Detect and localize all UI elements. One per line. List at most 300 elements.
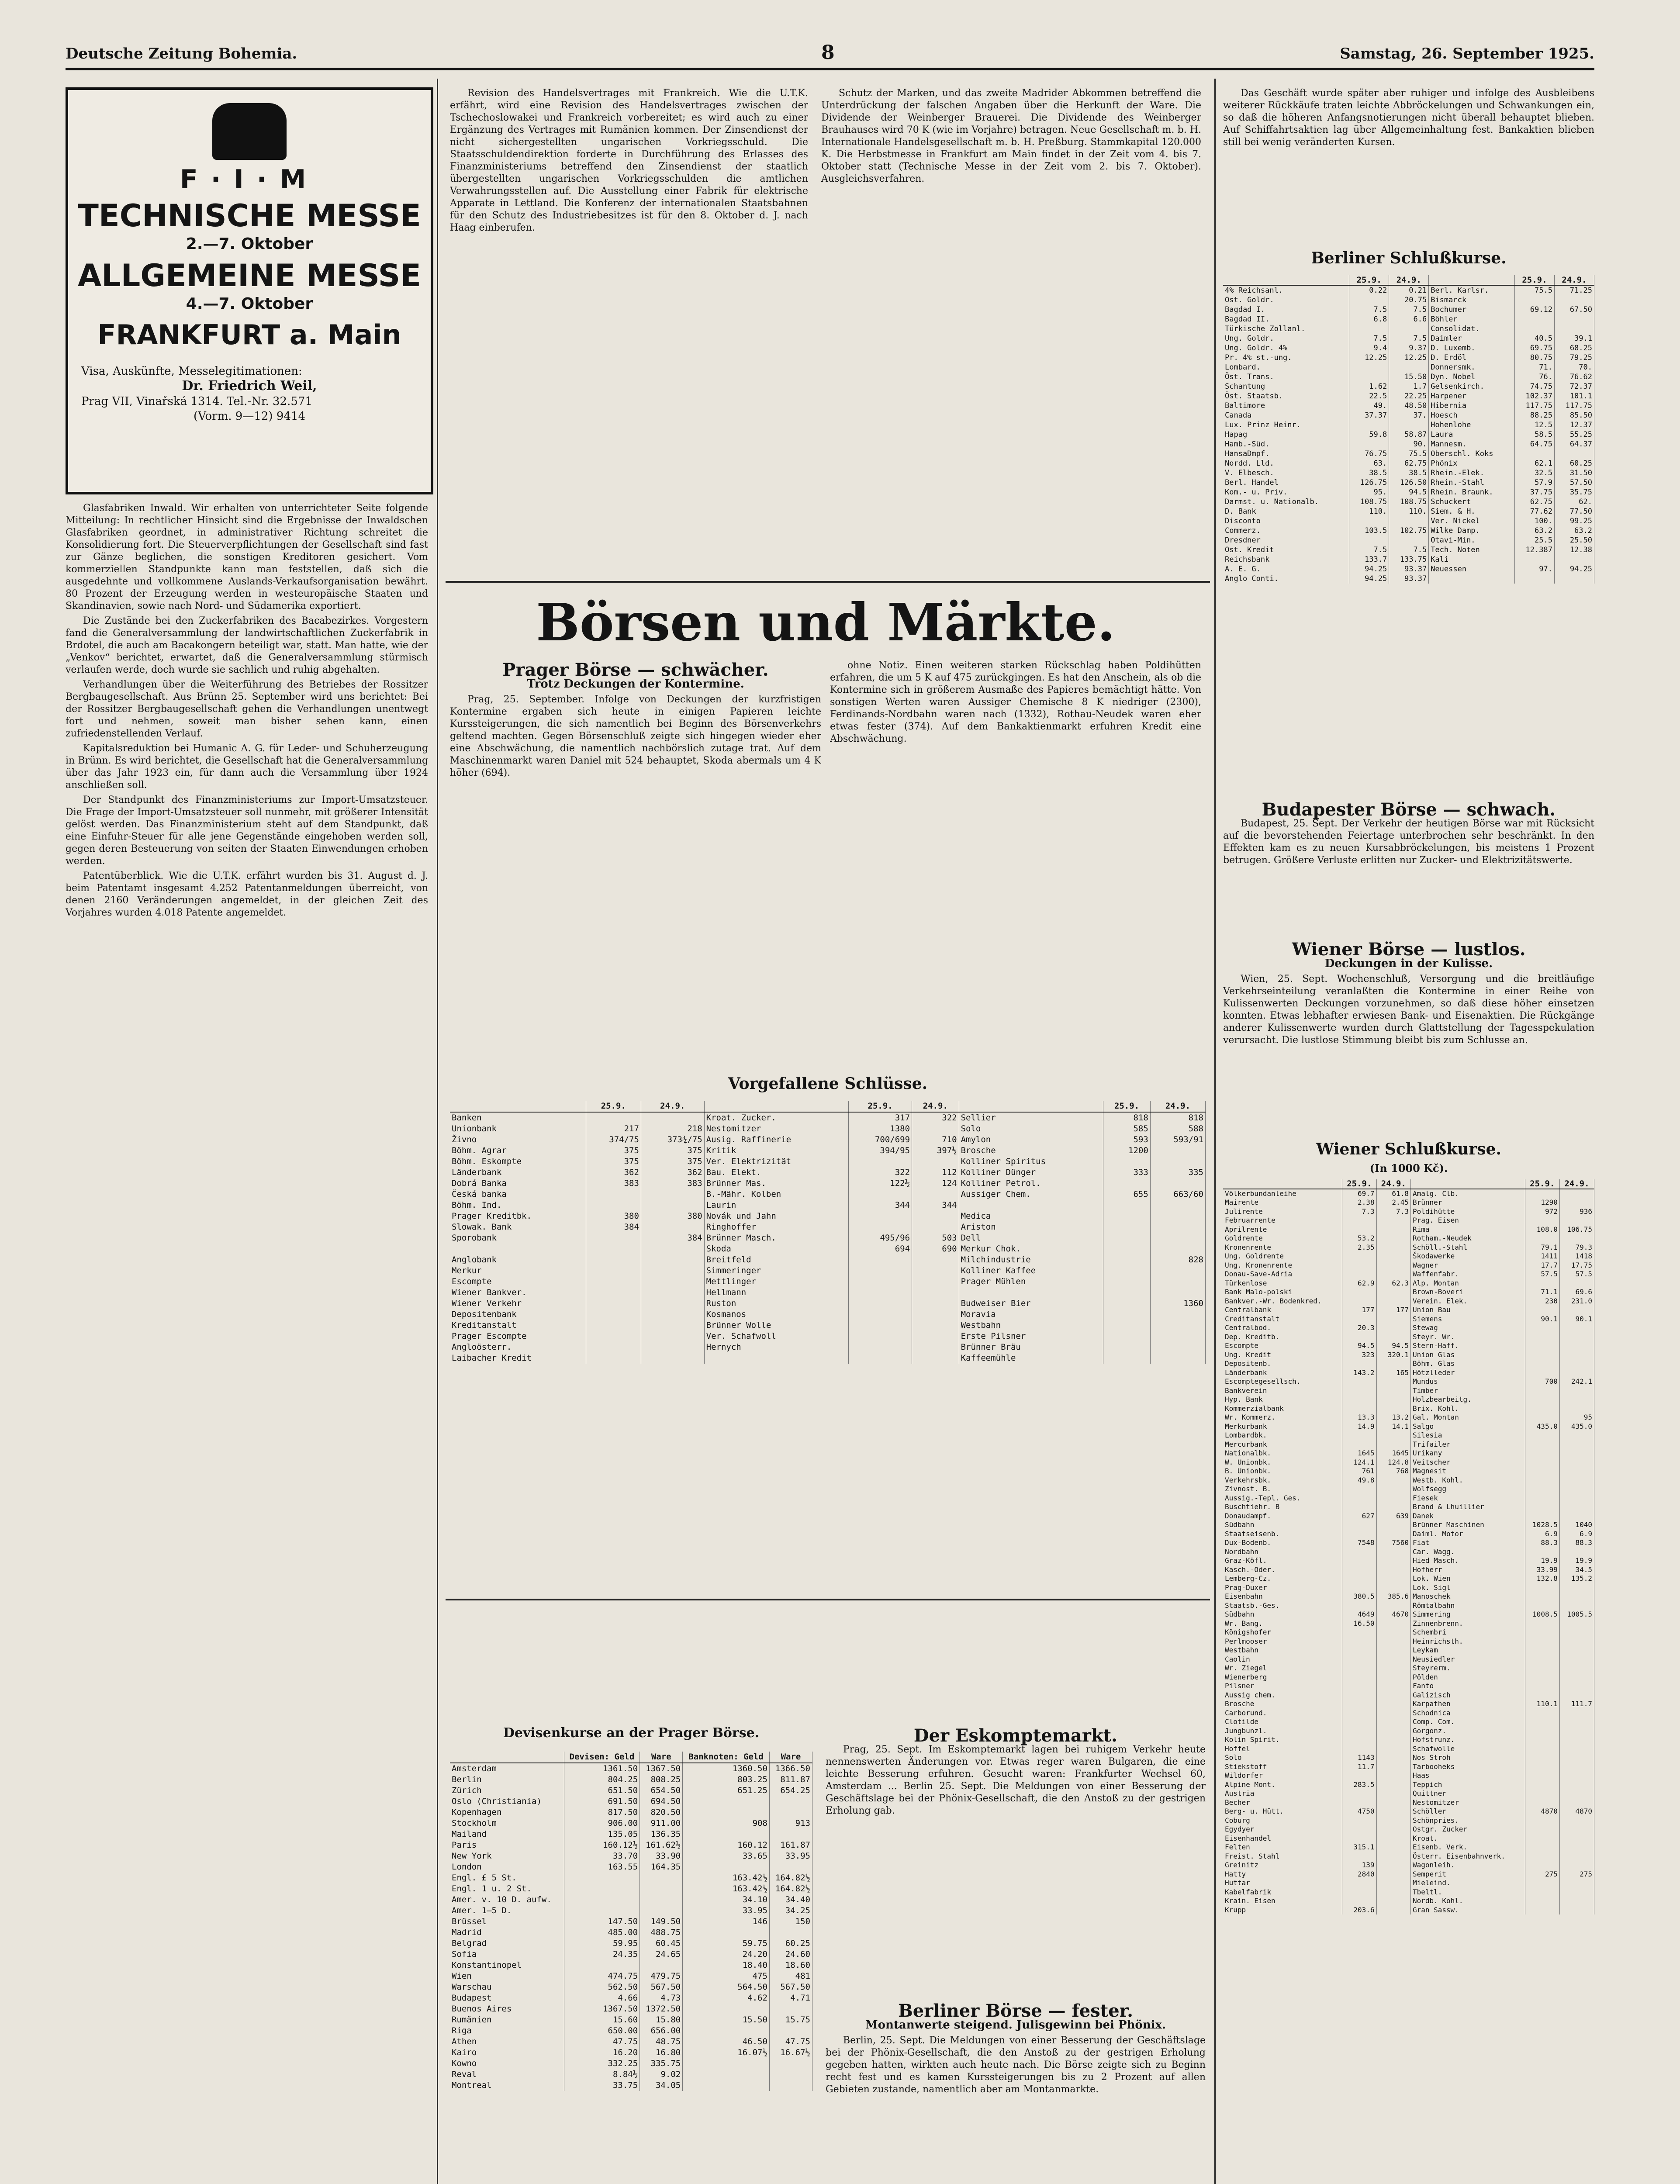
table-cell: 1360 bbox=[1150, 1298, 1205, 1309]
table-cell bbox=[1103, 1211, 1151, 1222]
table-cell: 47.75 bbox=[769, 2036, 812, 2047]
table-cell: Prag. Eisen bbox=[1410, 1216, 1525, 1225]
table-cell bbox=[1376, 1753, 1410, 1762]
table-cell bbox=[1376, 1359, 1410, 1368]
table-cell: 1645 bbox=[1376, 1449, 1410, 1458]
table-row bbox=[450, 1320, 1206, 1331]
table-header-cell: 24.9. bbox=[641, 1101, 704, 1112]
table-cell bbox=[1376, 1727, 1410, 1736]
table-cell: 100. bbox=[1514, 516, 1554, 526]
table-row bbox=[450, 1949, 812, 1960]
table-cell bbox=[1376, 1548, 1410, 1557]
table-cell: 40.5 bbox=[1514, 334, 1554, 343]
table-row bbox=[450, 2025, 812, 2036]
table-row bbox=[1223, 1315, 1594, 1324]
table-cell bbox=[586, 1320, 641, 1331]
table-cell bbox=[1376, 1404, 1410, 1413]
table-cell: Kolliner Dünger bbox=[959, 1167, 1103, 1178]
table-cell bbox=[1376, 1225, 1410, 1234]
table-cell bbox=[1525, 1386, 1559, 1396]
table-cell: 16.50 bbox=[1342, 1619, 1376, 1628]
table-cell: Budweiser Bier bbox=[959, 1298, 1103, 1309]
table-cell: 1028.5 bbox=[1525, 1521, 1559, 1530]
table-header-cell: Devisen: Geld bbox=[564, 1752, 640, 1763]
table-cell: Nationalbk. bbox=[1223, 1449, 1342, 1458]
table-cell: 7.5 bbox=[1389, 545, 1429, 555]
table-cell: Ung. Goldr. 4% bbox=[1223, 343, 1349, 353]
table-cell bbox=[1559, 1852, 1594, 1861]
table-cell bbox=[912, 1276, 959, 1287]
table-cell bbox=[1342, 1225, 1376, 1234]
table-cell: Laura bbox=[1429, 430, 1515, 439]
table-row bbox=[1223, 1431, 1594, 1440]
table-cell bbox=[586, 1200, 641, 1211]
table-cell: 694.50 bbox=[640, 1796, 683, 1807]
table-cell bbox=[1559, 1458, 1594, 1467]
table-cell: 17.75 bbox=[1559, 1261, 1594, 1270]
table-cell bbox=[1559, 1395, 1594, 1404]
table-row bbox=[1223, 1655, 1594, 1664]
table-cell bbox=[1559, 1646, 1594, 1655]
table-cell: Erste Pilsner bbox=[959, 1331, 1103, 1342]
table-row bbox=[450, 1960, 812, 1971]
table-cell: Silesia bbox=[1410, 1431, 1525, 1440]
table-cell bbox=[1342, 1297, 1376, 1306]
table-cell bbox=[1559, 1548, 1594, 1557]
table-cell: 124 bbox=[912, 1178, 959, 1189]
table-cell: 143.2 bbox=[1342, 1368, 1376, 1378]
table-cell bbox=[1525, 1646, 1559, 1655]
table-cell bbox=[1559, 1368, 1594, 1378]
table-cell bbox=[641, 1254, 704, 1265]
table-cell bbox=[1525, 1735, 1559, 1745]
table-cell: 585 bbox=[1103, 1123, 1151, 1134]
table-cell: 90.1 bbox=[1525, 1315, 1559, 1324]
table-cell bbox=[586, 1298, 641, 1309]
table-cell: Lombard. bbox=[1223, 363, 1349, 372]
table-row bbox=[1223, 1494, 1594, 1503]
table-cell: Reichsbank bbox=[1223, 555, 1349, 564]
table-cell bbox=[1376, 1897, 1410, 1906]
table-cell: Goldrente bbox=[1223, 1234, 1342, 1243]
article: Die Zustände bei den Zuckerfabriken des Bacabezirkes. Vorgestern fand die Generalversammlung der landwirtschaftlichen Zuckerfabrik in Brdotel, die auch am Bacakongern beteiligt war, statt. Man hatte, wie der „Venkov“ berichtet, erwartet, daß die Generalversammlung stürmisch verlaufen werde, doch wurde sie sachlich und ruhig abgehalten. bbox=[66, 615, 428, 675]
table-cell bbox=[1525, 1359, 1559, 1368]
table-cell: 217 bbox=[586, 1123, 641, 1134]
table-cell: Lok. Sigl bbox=[1410, 1583, 1525, 1593]
table-cell: 95. bbox=[1349, 487, 1389, 497]
table-row bbox=[1223, 1225, 1594, 1234]
table-row bbox=[1223, 1297, 1594, 1306]
table-row bbox=[1223, 1771, 1594, 1780]
table-cell bbox=[586, 1309, 641, 1320]
table-cell: Prager Escompte bbox=[450, 1331, 586, 1342]
table-cell: Kairo bbox=[450, 2047, 564, 2058]
table-cell: Tech. Noten bbox=[1429, 545, 1515, 555]
table-cell bbox=[769, 1829, 812, 1840]
table-cell: 146 bbox=[683, 1916, 770, 1927]
wiener-boerse-article: Wiener Börse — lustlos. Deckungen in der Kulisse. Wien, 25. Sept. Wochenschluß, Versorgung und die breitläufige Verkehrseinteilung veranlaßten die Kontermine in einer Reihe von Kulissenwerten Deckungen vorzunehmen, so daß diese höher einsetzen konnten. Etwas lebhafter erwiesen Bank- und Eisenaktien. Die Rückgänge anderer Kulissenwerte wurden durch Glattstellung der Tagesspekulation verursacht. Die lustlose Stimmung bleibt bis zum Schlusse an. bbox=[1223, 939, 1594, 1046]
table-row bbox=[1223, 1449, 1594, 1458]
table-cell bbox=[1525, 1888, 1559, 1897]
table-cell bbox=[1559, 1879, 1594, 1888]
table-cell: Westbahn bbox=[1223, 1646, 1342, 1655]
table-cell: Riga bbox=[450, 2025, 564, 2036]
table-cell: Wr. Bang. bbox=[1223, 1619, 1342, 1628]
table-cell bbox=[1554, 555, 1594, 564]
table-cell: 102.37 bbox=[1514, 391, 1554, 401]
table-cell bbox=[586, 1276, 641, 1287]
table-cell: 102.75 bbox=[1389, 526, 1429, 536]
table-row bbox=[1223, 1476, 1594, 1485]
table-cell bbox=[1150, 1331, 1205, 1342]
table-cell bbox=[912, 1298, 959, 1309]
table-cell bbox=[1150, 1244, 1205, 1254]
table-cell: 79.1 bbox=[1525, 1243, 1559, 1252]
table-cell: 6.6 bbox=[1389, 314, 1429, 324]
table-cell bbox=[1559, 1745, 1594, 1754]
table-cell bbox=[1559, 1727, 1594, 1736]
table-cell bbox=[1342, 1673, 1376, 1682]
table-cell: 117.75 bbox=[1514, 401, 1554, 411]
table-row bbox=[1223, 1386, 1594, 1396]
table-header-cell: 24.9. bbox=[1389, 275, 1429, 285]
table-cell: Česká banka bbox=[450, 1189, 586, 1200]
table-cell bbox=[1525, 1771, 1559, 1780]
table-cell: Kosmanos bbox=[704, 1309, 849, 1320]
table-cell bbox=[1342, 1655, 1376, 1664]
table-cell: Hied Masch. bbox=[1410, 1556, 1525, 1565]
table-row bbox=[1223, 391, 1594, 401]
table-cell: Ringhoffer bbox=[704, 1222, 849, 1233]
table-cell bbox=[641, 1309, 704, 1320]
table-cell: Dresdner bbox=[1223, 536, 1349, 545]
table-cell bbox=[1376, 1682, 1410, 1691]
table-cell: 24.60 bbox=[769, 1949, 812, 1960]
table-cell: Felten bbox=[1223, 1843, 1342, 1852]
table-cell: 16.80 bbox=[640, 2047, 683, 2058]
table-cell bbox=[1376, 1395, 1410, 1404]
table-header-cell bbox=[704, 1101, 849, 1112]
table-cell: Quittner bbox=[1410, 1789, 1525, 1798]
table-cell bbox=[1376, 1297, 1410, 1306]
table-cell: 344 bbox=[849, 1200, 912, 1211]
table-cell: Konstantinopel bbox=[450, 1960, 564, 1971]
table-cell: 817.50 bbox=[564, 1807, 640, 1818]
table-cell bbox=[1150, 1287, 1205, 1298]
table-cell bbox=[1342, 1530, 1376, 1539]
table-cell bbox=[769, 1796, 812, 1807]
table-cell: Brünner Masch. bbox=[704, 1233, 849, 1244]
table-cell: Krupp bbox=[1223, 1906, 1342, 1915]
table-cell: 34.40 bbox=[769, 1894, 812, 1905]
table-header-cell bbox=[959, 1101, 1103, 1112]
table-cell: 79.25 bbox=[1554, 353, 1594, 363]
table-cell bbox=[1525, 1189, 1559, 1199]
table-cell: 88.3 bbox=[1525, 1538, 1559, 1548]
table-header-cell: 25.9. bbox=[849, 1101, 912, 1112]
table-cell bbox=[1103, 1320, 1151, 1331]
table-cell bbox=[1342, 1834, 1376, 1843]
table-cell: 218 bbox=[641, 1123, 704, 1134]
table-cell: Bagdad I. bbox=[1223, 305, 1349, 314]
table-cell bbox=[586, 1254, 641, 1265]
table-cell: 126.50 bbox=[1389, 478, 1429, 487]
table-cell: 588 bbox=[1150, 1123, 1205, 1134]
table-row bbox=[1223, 1861, 1594, 1870]
table-cell bbox=[1342, 1798, 1376, 1807]
table-cell bbox=[1525, 1727, 1559, 1736]
table-cell: 110. bbox=[1349, 507, 1389, 516]
table-cell bbox=[1342, 1270, 1376, 1279]
table-cell: 160.12 bbox=[683, 1840, 770, 1851]
table-cell bbox=[1559, 1861, 1594, 1870]
table-cell bbox=[1525, 1494, 1559, 1503]
table-row bbox=[1223, 1601, 1594, 1610]
table-cell: Öst. Trans. bbox=[1223, 372, 1349, 382]
table-cell: Kroat. Zucker. bbox=[704, 1112, 849, 1123]
table-cell bbox=[1342, 1601, 1376, 1610]
table-cell: 394/95 bbox=[849, 1145, 912, 1156]
table-cell: 32.5 bbox=[1514, 468, 1554, 478]
table-cell bbox=[1514, 324, 1554, 334]
table-cell: Fiat bbox=[1410, 1538, 1525, 1548]
table-cell: Ruston bbox=[704, 1298, 849, 1309]
table-cell bbox=[1376, 1861, 1410, 1870]
table-cell: 384 bbox=[641, 1233, 704, 1244]
table-cell: Westb. Kohl. bbox=[1410, 1476, 1525, 1485]
table-row bbox=[450, 1971, 812, 1982]
table-cell bbox=[849, 1222, 912, 1233]
table-cell bbox=[1525, 1861, 1559, 1870]
table-row bbox=[1223, 1709, 1594, 1718]
table-cell bbox=[1525, 1691, 1559, 1700]
table-cell: Dux-Bodenb. bbox=[1223, 1538, 1342, 1548]
table-cell: 654.25 bbox=[769, 1785, 812, 1796]
table-cell: Karpathen bbox=[1410, 1700, 1525, 1709]
table-cell: Prager Kreditbk. bbox=[450, 1211, 586, 1222]
table-cell bbox=[849, 1309, 912, 1320]
table-cell bbox=[586, 1353, 641, 1364]
table-cell bbox=[1103, 1156, 1151, 1167]
table-cell: Tarbooheks bbox=[1410, 1762, 1525, 1772]
table-cell: 1360.50 bbox=[683, 1763, 770, 1774]
table-cell bbox=[586, 1287, 641, 1298]
table-cell: Wienerberg bbox=[1223, 1673, 1342, 1682]
table-cell: HansaDmpf. bbox=[1223, 449, 1349, 459]
table-cell bbox=[1525, 1664, 1559, 1673]
table-cell bbox=[1376, 1745, 1410, 1754]
table-cell bbox=[1554, 295, 1594, 305]
table-cell bbox=[849, 1189, 912, 1200]
table-cell bbox=[1376, 1717, 1410, 1727]
table-cell bbox=[1376, 1664, 1410, 1673]
table-cell: Becher bbox=[1223, 1798, 1342, 1807]
table-cell: 15.60 bbox=[564, 2015, 640, 2025]
table-cell: 139 bbox=[1342, 1861, 1376, 1870]
table-row bbox=[1223, 1503, 1594, 1512]
table-cell: 88.25 bbox=[1514, 411, 1554, 420]
table-header-cell bbox=[1429, 275, 1515, 285]
table-row bbox=[450, 1353, 1206, 1364]
table-cell: 383 bbox=[641, 1178, 704, 1189]
table-cell bbox=[586, 1233, 641, 1244]
table-cell: 63.2 bbox=[1554, 526, 1594, 536]
table-cell bbox=[1525, 1655, 1559, 1664]
table-cell: 19.9 bbox=[1559, 1556, 1594, 1565]
table-cell bbox=[1376, 1628, 1410, 1637]
table-row bbox=[1223, 420, 1594, 430]
table-cell bbox=[1525, 1825, 1559, 1834]
table-cell: Kabelfabrik bbox=[1223, 1888, 1342, 1897]
table-cell: Caolin bbox=[1223, 1655, 1342, 1664]
table-cell: Simmering bbox=[1410, 1610, 1525, 1619]
table-cell bbox=[1525, 1368, 1559, 1378]
table-cell bbox=[1525, 1395, 1559, 1404]
table-cell bbox=[1559, 1592, 1594, 1601]
table-cell: 57.5 bbox=[1559, 1270, 1594, 1279]
table-cell: Escomptegesellsch. bbox=[1223, 1377, 1342, 1386]
table-cell bbox=[1150, 1156, 1205, 1167]
table-cell bbox=[1376, 1485, 1410, 1494]
table-cell: Amylon bbox=[959, 1134, 1103, 1145]
table-cell: 94.25 bbox=[1554, 564, 1594, 574]
table-cell bbox=[849, 1353, 912, 1364]
table-cell: 230 bbox=[1525, 1297, 1559, 1306]
table-cell bbox=[1559, 1216, 1594, 1225]
table-cell: 76. bbox=[1514, 372, 1554, 382]
table-header-cell: Banknoten: Geld bbox=[683, 1752, 770, 1763]
table-cell bbox=[912, 1189, 959, 1200]
table-cell: 375 bbox=[586, 1145, 641, 1156]
table-cell: Julirente bbox=[1223, 1207, 1342, 1216]
table-cell: 19.9 bbox=[1525, 1556, 1559, 1565]
table-cell: 74.75 bbox=[1514, 382, 1554, 391]
table-cell: 908 bbox=[683, 1818, 770, 1829]
table-cell: 1040 bbox=[1559, 1521, 1594, 1530]
table-cell bbox=[564, 1894, 640, 1905]
table-cell: Amer. 1—5 D. bbox=[450, 1905, 564, 1916]
table-cell bbox=[1559, 1780, 1594, 1790]
table-cell bbox=[1103, 1342, 1151, 1353]
table-cell: Unionbank bbox=[450, 1123, 586, 1134]
table-cell: Kali bbox=[1429, 555, 1515, 564]
table-row bbox=[1223, 1583, 1594, 1593]
table-header-cell: 25.9. bbox=[1103, 1101, 1151, 1112]
table-cell: Centralbank bbox=[1223, 1306, 1342, 1315]
table-cell bbox=[1525, 1745, 1559, 1754]
table-cell bbox=[683, 1829, 770, 1840]
table-cell: 94.5 bbox=[1389, 487, 1429, 497]
table-cell bbox=[1342, 1494, 1376, 1503]
table-cell bbox=[849, 1265, 912, 1276]
table-cell bbox=[1559, 1198, 1594, 1207]
table-row bbox=[450, 1123, 1206, 1134]
table-cell: 6.9 bbox=[1525, 1530, 1559, 1539]
table-cell: 283.5 bbox=[1342, 1780, 1376, 1790]
table-cell bbox=[1514, 314, 1554, 324]
table-cell bbox=[1103, 1244, 1151, 1254]
table-cell: Mettlinger bbox=[704, 1276, 849, 1287]
table-cell bbox=[683, 1862, 770, 1873]
table-cell bbox=[1342, 1691, 1376, 1700]
table-cell: A. E. G. bbox=[1223, 564, 1349, 574]
table-cell bbox=[1376, 1789, 1410, 1798]
table-cell: 906.00 bbox=[564, 1818, 640, 1829]
table-cell: Poldihütte bbox=[1410, 1207, 1525, 1216]
table-cell: Car. Wagg. bbox=[1410, 1548, 1525, 1557]
table-cell: Ung. Kronenrente bbox=[1223, 1261, 1342, 1270]
table-cell: 373¾/75 bbox=[641, 1134, 704, 1145]
table-row bbox=[1223, 516, 1594, 526]
table-cell: 627 bbox=[1342, 1512, 1376, 1521]
table-cell: Österr. Eisenbahnverk. bbox=[1410, 1852, 1525, 1861]
table-cell: 94.5 bbox=[1376, 1341, 1410, 1351]
table-cell: Hohenlohe bbox=[1429, 420, 1515, 430]
table-row bbox=[1223, 401, 1594, 411]
table-row bbox=[1223, 1404, 1594, 1413]
table-cell: Nordb. Kohl. bbox=[1410, 1897, 1525, 1906]
table-row bbox=[1223, 1512, 1594, 1521]
table-cell: 25.50 bbox=[1554, 536, 1594, 545]
table-cell bbox=[1525, 1879, 1559, 1888]
table-cell bbox=[1342, 1727, 1376, 1736]
table-cell: Türkische Zollanl. bbox=[1223, 324, 1349, 334]
table-cell bbox=[586, 1112, 641, 1123]
table-row bbox=[1223, 1664, 1594, 1673]
table-row bbox=[1223, 1538, 1594, 1548]
table-cell bbox=[1525, 1628, 1559, 1637]
table-cell: Wien bbox=[450, 1971, 564, 1982]
table-cell: Bochumer bbox=[1429, 305, 1515, 314]
article: Patentüberblick. Wie die U.T.K. erfährt wurden bis 31. August d. J. beim Patentamt insgesamt 4.252 Patentanmeldungen überreicht, von denen 2160 Veränderungen angemeldet, in der gleichen Zeit des Vorjahres wurden 4.018 Patente angemeldet. bbox=[66, 871, 428, 918]
table-cell: Zürich bbox=[450, 1785, 564, 1796]
table-cell bbox=[1150, 1145, 1205, 1156]
table-row bbox=[1223, 459, 1594, 468]
table-cell: 435.0 bbox=[1525, 1422, 1559, 1431]
table-cell: Brown-Boveri bbox=[1410, 1288, 1525, 1297]
table-cell: 397½ bbox=[912, 1145, 959, 1156]
table-cell: 242.1 bbox=[1559, 1377, 1594, 1386]
table-cell: Eisenb. Verk. bbox=[1410, 1843, 1525, 1852]
table-cell bbox=[641, 1112, 704, 1123]
table-cell bbox=[1559, 1386, 1594, 1396]
table-cell: 344 bbox=[912, 1200, 959, 1211]
table-row bbox=[450, 1189, 1206, 1200]
table-cell: 768 bbox=[1376, 1467, 1410, 1476]
table-cell: Wilke Damp. bbox=[1429, 526, 1515, 536]
table-cell: 60.25 bbox=[769, 1938, 812, 1949]
table-cell bbox=[849, 1298, 912, 1309]
table-cell: 62. bbox=[1554, 497, 1594, 507]
table-row bbox=[1223, 1261, 1594, 1270]
table-row bbox=[450, 2015, 812, 2025]
table-cell bbox=[1376, 1735, 1410, 1745]
table-cell bbox=[1349, 324, 1389, 334]
table-cell: Reval bbox=[450, 2069, 564, 2080]
table-cell: 94.5 bbox=[1342, 1341, 1376, 1351]
table-cell: 1367.50 bbox=[564, 2004, 640, 2015]
table-cell bbox=[1150, 1320, 1205, 1331]
table-cell bbox=[1342, 1789, 1376, 1798]
table-cell bbox=[1349, 295, 1389, 305]
table-cell bbox=[912, 1156, 959, 1167]
table-cell bbox=[1103, 1287, 1151, 1298]
table-cell: Aussig chem. bbox=[1223, 1691, 1342, 1700]
table-row bbox=[1223, 1306, 1594, 1315]
table-cell: 85.50 bbox=[1554, 411, 1594, 420]
table-cell: Schafwolle bbox=[1410, 1745, 1525, 1754]
table-cell: Donaudampf. bbox=[1223, 1512, 1342, 1521]
